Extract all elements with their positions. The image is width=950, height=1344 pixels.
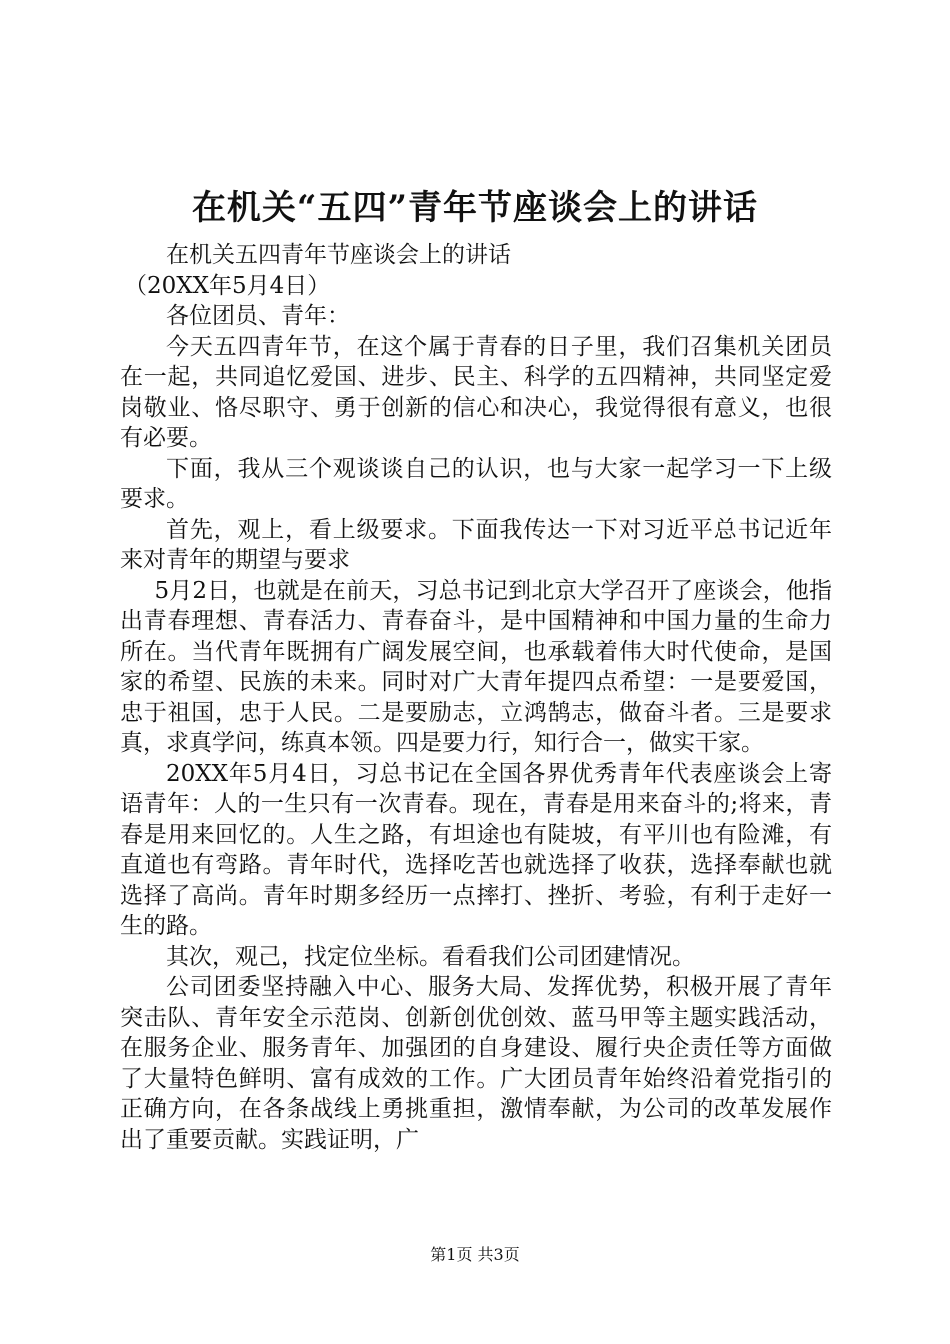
body-paragraph: 下面，我从三个观谈谈自己的认识，也与大家一起学习一下上级要求。 — [120, 455, 832, 512]
subtitle-paragraph: 在机关五四青年节座谈会上的讲话 — [166, 242, 511, 268]
body-paragraph: 其次，观己，找定位坐标。看看我们公司团建情况。 — [166, 943, 695, 970]
date-paragraph: （20XX年5月4日） — [124, 272, 331, 299]
body-paragraph: 今天五四青年节，在这个属于青春的日子里，我们召集机关团员在一起，共同追忆爱国、进步、民主、科学的五四精神，共同坚定爱岗敬业、恪尽职守、勇于创新的信心和决心，我觉得很有意义，也很有必要。 — [120, 333, 832, 451]
document-body — [120, 240, 832, 1155]
document-title: 在机关“五四”青年节座谈会上的讲话 — [191, 188, 759, 228]
body-paragraph: 20XX年5月4日，习总书记在全国各界优秀青年代表座谈会上寄语青年：人的一生只有一次青春。现在，青春是用来奋斗的;将来，青春是用来回忆的。人生之路，有坦途也有陡坡，有平川也有险滩，有直道也有弯路。青年时代，选择吃苦也就选择了收获，选择奉献也就选择了高尚。青年时期多经历一点摔打、挫折、考验，有利于走好一生的路。 — [120, 760, 832, 939]
body-paragraph: 首先，观上，看上级要求。下面我传达一下对习近平总书记近年来对青年的期望与要求 — [120, 516, 832, 573]
salutation-paragraph: 各位团员、青年： — [166, 303, 350, 329]
body-paragraph: 公司团委坚持融入中心、服务大局、发挥优势，积极开展了青年突击队、青年安全示范岗、创新创优创效、蓝马甲等主题实践活动，在服务企业、服务青年、加强团的自身建设、履行央企责任等方面做了大量特色鲜明、富有成效的工作。广大团员青年始终沿着党指引的正确方向，在各条战线上勇挑重担，激情奉献，为公司的改革发展作出了重要贡献。实践证明，广 — [120, 974, 832, 1153]
page-footer: 第1页 共3页 — [430, 1245, 520, 1264]
body-paragraph: 5月2日，也就是在前天，习总书记到北京大学召开了座谈会，他指出青春理想、青春活力、青春奋斗，是中国精神和中国力量的生命力所在。当代青年既拥有广阔发展空间，也承载着伟大时代使命，是国家的希望、民族的未来。同时对广大青年提四点希望：一是要爱国，忠于祖国，忠于人民。二是要励志，立鸿鹄志，做奋斗者。三是要求真，求真学问，练真本领。四是要力行，知行合一，做实干家。 — [120, 577, 832, 756]
